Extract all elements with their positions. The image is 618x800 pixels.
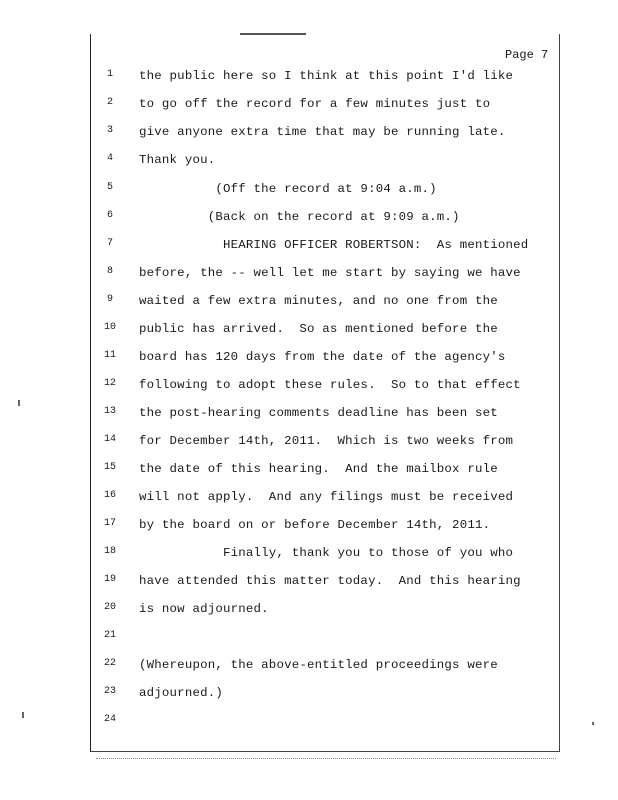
scan-speck: [18, 400, 20, 406]
transcript-line: the public here so I think at this point I'd like: [139, 69, 514, 83]
line-number: 13: [103, 406, 116, 417]
transcript-line: for December 14th, 2011. Which is two weeks from: [139, 434, 514, 448]
transcript-line: the date of this hearing. And the mailbox rule: [139, 462, 498, 476]
transcript-line: waited a few extra minutes, and no one from the: [139, 294, 498, 308]
transcript-line: (Off the record at 9:04 a.m.): [139, 182, 437, 196]
line-number: 10: [103, 322, 116, 333]
line-number: 17: [103, 518, 116, 529]
line-number: 8: [106, 266, 113, 277]
line-number: 5: [106, 182, 113, 193]
transcript-line: is now adjourned.: [139, 602, 269, 616]
line-number: 22: [103, 658, 116, 669]
line-number: 12: [103, 378, 116, 389]
transcript-line: Finally, thank you to those of you who: [139, 546, 514, 560]
line-number: 20: [103, 602, 116, 613]
line-number: 24: [103, 714, 116, 725]
transcript-line: will not apply. And any filings must be received: [139, 490, 514, 504]
transcript-line: Thank you.: [139, 153, 216, 167]
transcript-page-frame: [90, 34, 560, 752]
line-number: 19: [103, 574, 116, 585]
top-edge-mark: [240, 33, 306, 35]
transcript-line: (Whereupon, the above-entitled proceedings were: [139, 658, 498, 672]
scan-speck: [22, 712, 24, 718]
line-number: 11: [103, 350, 116, 361]
line-number: 18: [103, 546, 116, 557]
transcript-line: give anyone extra time that may be running late.: [139, 125, 506, 139]
transcript-line: by the board on or before December 14th, 2011.: [139, 518, 491, 532]
page-number: Page 7: [505, 48, 549, 62]
bottom-edge-dots: [96, 758, 556, 759]
transcript-line: to go off the record for a few minutes just to: [139, 97, 491, 111]
transcript-line: before, the -- well let me start by saying we have: [139, 266, 521, 280]
transcript-line: have attended this matter today. And this hearing: [139, 574, 521, 588]
line-number: 9: [106, 294, 113, 305]
line-number: 7: [106, 238, 113, 249]
line-number: 21: [103, 630, 116, 641]
line-number: 1: [106, 69, 113, 80]
line-number: 23: [103, 686, 116, 697]
scan-speck: [592, 722, 594, 725]
line-number: 16: [103, 490, 116, 501]
transcript-line: HEARING OFFICER ROBERTSON: As mentioned: [139, 238, 529, 252]
transcript-line: (Back on the record at 9:09 a.m.): [139, 210, 460, 224]
transcript-line: adjourned.): [139, 686, 223, 700]
transcript-line: the post-hearing comments deadline has been set: [139, 406, 498, 420]
transcript-line: following to adopt these rules. So to that effect: [139, 378, 521, 392]
transcript-line: public has arrived. So as mentioned before the: [139, 322, 498, 336]
line-number: 6: [106, 210, 113, 221]
line-number: 15: [103, 462, 116, 473]
line-number: 2: [106, 97, 113, 108]
line-number: 3: [106, 125, 113, 136]
line-number: 14: [103, 434, 116, 445]
transcript-line: board has 120 days from the date of the agency's: [139, 350, 506, 364]
line-number: 4: [106, 153, 113, 164]
